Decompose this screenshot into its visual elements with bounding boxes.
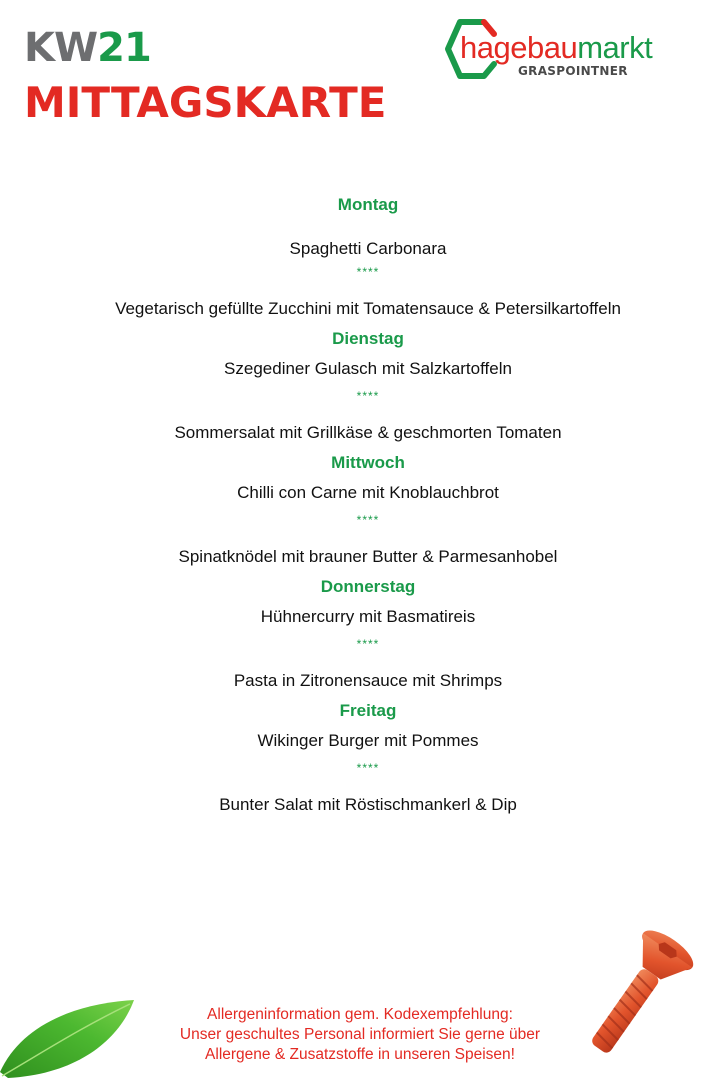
page-title: MITTAGSKARTE <box>24 78 387 127</box>
dish-item: Szegediner Gulasch mit Salzkartoffeln <box>224 359 512 378</box>
dish-separator: **** <box>356 389 380 403</box>
kw-text: KW <box>24 25 98 71</box>
dish-item: Spinatknödel mit brauner Butter & Parmesanhobel <box>178 547 558 566</box>
dish-item: Bunter Salat mit Röstischmankerl & Dip <box>219 795 517 814</box>
day-block-friday <box>0 698 716 818</box>
logo-brand <box>460 32 652 63</box>
screw-icon <box>570 922 700 1072</box>
dish-separator: **** <box>356 513 380 527</box>
kw-number: 21 <box>97 25 151 71</box>
dish-item: Wikinger Burger mit Pommes <box>257 731 479 750</box>
day-title: Freitag <box>339 701 397 720</box>
dish-item: Sommersalat mit Grillkäse & geschmorten Tomaten <box>174 423 562 442</box>
leaf-icon <box>0 998 140 1080</box>
day-block-thursday <box>0 574 716 698</box>
logo-subtitle: GRASPOINTNER <box>518 64 628 78</box>
menu-list <box>0 192 716 818</box>
day-title: Donnerstag <box>320 577 416 596</box>
dish-separator: **** <box>356 637 380 651</box>
logo-brand-part2: markt <box>577 30 653 65</box>
allergen-line: Unser geschultes Personal informiert Sie gerne über <box>179 1026 541 1043</box>
dish-separator: **** <box>356 761 380 775</box>
allergen-info <box>130 1005 590 1065</box>
allergen-line: Allergeninformation gem. Kodexempfehlung: <box>207 1006 513 1023</box>
day-title: Montag <box>337 195 399 214</box>
allergen-line: Allergene & Zusatzstoffe in unseren Speisen! <box>205 1046 515 1063</box>
day-block-monday <box>0 192 716 326</box>
dish-item: Vegetarisch gefüllte Zucchini mit Tomatensauce & Petersilkartoffeln <box>115 299 621 318</box>
hagebaumarkt-logo <box>444 18 694 80</box>
dish-item: Pasta in Zitronensauce mit Shrimps <box>233 671 503 690</box>
logo-brand-part1: hagebau <box>460 30 578 65</box>
day-block-wednesday <box>0 450 716 574</box>
dish-item: Chilli con Carne mit Knoblauchbrot <box>237 483 499 502</box>
day-title: Dienstag <box>332 329 404 348</box>
dish-separator: **** <box>356 265 380 279</box>
dish-item: Spaghetti Carbonara <box>289 239 447 258</box>
week-label <box>24 25 151 71</box>
day-block-tuesday <box>0 326 716 450</box>
day-title: Mittwoch <box>331 453 405 472</box>
dish-item: Hühnercurry mit Basmatireis <box>260 607 476 626</box>
